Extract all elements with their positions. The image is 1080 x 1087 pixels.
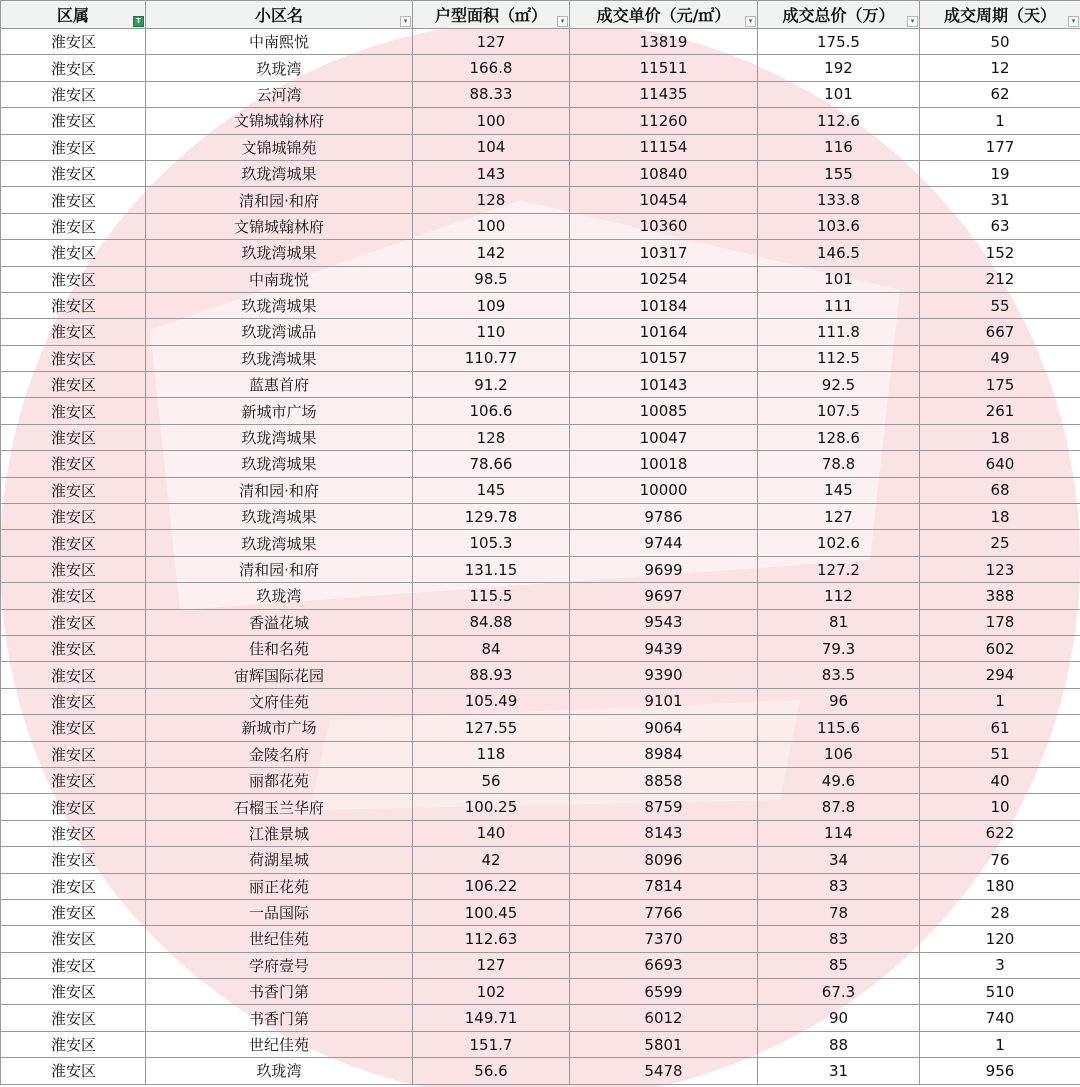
cell-community[interactable]: 玖珑湾城果 [146, 451, 413, 477]
table-row [1, 29, 1080, 55]
cell-community[interactable]: 荷湖星城 [146, 847, 413, 873]
cell-district[interactable]: 淮安区 [1, 160, 146, 186]
cell-total-price[interactable]: 116 [758, 134, 920, 160]
table-row [1, 609, 1080, 635]
cell-district[interactable]: 淮安区 [1, 767, 146, 793]
cell-total-price[interactable]: 49.6 [758, 767, 920, 793]
cell-area[interactable]: 118 [413, 741, 570, 767]
cell-area[interactable]: 84 [413, 635, 570, 661]
cell-community[interactable]: 文锦城翰林府 [146, 108, 413, 134]
cell-district[interactable]: 淮安区 [1, 424, 146, 450]
cell-community[interactable]: 清和园·和府 [146, 477, 413, 503]
cell-unit-price[interactable]: 9697 [570, 583, 758, 609]
cell-district[interactable]: 淮安区 [1, 134, 146, 160]
cell-total-price[interactable]: 67.3 [758, 979, 920, 1005]
cell-community[interactable]: 玖珑湾城果 [146, 530, 413, 556]
cell-district[interactable]: 淮安区 [1, 213, 146, 239]
column-header-cycle[interactable] [920, 1, 1080, 29]
cell-cycle[interactable]: 63 [920, 213, 1080, 239]
cell-unit-price[interactable]: 10254 [570, 266, 758, 292]
cell-area[interactable]: 91.2 [413, 372, 570, 398]
cell-community[interactable]: 书香门第 [146, 979, 413, 1005]
cell-cycle[interactable]: 3 [920, 952, 1080, 978]
cell-area[interactable]: 110.77 [413, 345, 570, 371]
cell-cycle[interactable]: 50 [920, 29, 1080, 55]
cell-area[interactable]: 109 [413, 292, 570, 318]
cell-total-price[interactable]: 102.6 [758, 530, 920, 556]
cell-community[interactable]: 玖珑湾城果 [146, 504, 413, 530]
cell-district[interactable]: 淮安区 [1, 451, 146, 477]
cell-community[interactable]: 文府佳苑 [146, 688, 413, 714]
table-row [1, 187, 1080, 213]
cell-unit-price[interactable]: 5801 [570, 1031, 758, 1057]
cell-cycle[interactable]: 62 [920, 81, 1080, 107]
cell-cycle[interactable]: 49 [920, 345, 1080, 371]
cell-unit-price[interactable]: 10157 [570, 345, 758, 371]
column-header-label: 成交周期（天） [943, 6, 1056, 25]
cell-area[interactable]: 127.55 [413, 715, 570, 741]
cell-area[interactable]: 42 [413, 847, 570, 873]
cell-area[interactable]: 142 [413, 240, 570, 266]
cell-community[interactable]: 中南珑悦 [146, 266, 413, 292]
cell-district[interactable]: 淮安区 [1, 108, 146, 134]
cell-district[interactable]: 淮安区 [1, 240, 146, 266]
cell-community[interactable]: 新城市广场 [146, 715, 413, 741]
cell-district[interactable]: 淮安区 [1, 820, 146, 846]
cell-cycle[interactable]: 76 [920, 847, 1080, 873]
column-header-label: 小区名 [254, 6, 303, 25]
table-row [1, 688, 1080, 714]
cell-district[interactable]: 淮安区 [1, 266, 146, 292]
cell-community[interactable]: 宙辉国际花园 [146, 662, 413, 688]
table-row [1, 873, 1080, 899]
cell-area[interactable]: 100 [413, 108, 570, 134]
table-row [1, 952, 1080, 978]
table-row [1, 134, 1080, 160]
cell-total-price[interactable]: 111.8 [758, 319, 920, 345]
cell-unit-price[interactable]: 7814 [570, 873, 758, 899]
table-row [1, 530, 1080, 556]
table-row [1, 820, 1080, 846]
cell-cycle[interactable]: 602 [920, 635, 1080, 661]
cell-community[interactable]: 书香门第 [146, 1005, 413, 1031]
table-row [1, 108, 1080, 134]
cell-total-price[interactable]: 83 [758, 926, 920, 952]
cell-total-price[interactable]: 83 [758, 873, 920, 899]
cell-district[interactable]: 淮安区 [1, 794, 146, 820]
cell-community[interactable]: 清和园·和府 [146, 556, 413, 582]
cell-community[interactable]: 世纪佳苑 [146, 926, 413, 952]
cell-community[interactable]: 丽正花苑 [146, 873, 413, 899]
cell-unit-price[interactable]: 10317 [570, 240, 758, 266]
cell-cycle[interactable]: 152 [920, 240, 1080, 266]
table-row [1, 767, 1080, 793]
table-row [1, 372, 1080, 398]
cell-district[interactable]: 淮安区 [1, 873, 146, 899]
cell-district[interactable]: 淮安区 [1, 847, 146, 873]
cell-cycle[interactable]: 180 [920, 873, 1080, 899]
cell-total-price[interactable]: 192 [758, 55, 920, 81]
cell-total-price[interactable]: 128.6 [758, 424, 920, 450]
column-header-label: 成交总价（万） [782, 6, 895, 25]
cell-cycle[interactable]: 120 [920, 926, 1080, 952]
cell-cycle[interactable]: 1 [920, 688, 1080, 714]
table-row [1, 266, 1080, 292]
cell-total-price[interactable]: 112.6 [758, 108, 920, 134]
cell-total-price[interactable]: 96 [758, 688, 920, 714]
cell-cycle[interactable]: 12 [920, 55, 1080, 81]
cell-district[interactable]: 淮安区 [1, 372, 146, 398]
cell-district[interactable]: 淮安区 [1, 662, 146, 688]
cell-total-price[interactable]: 31 [758, 1058, 920, 1084]
cell-total-price[interactable]: 175.5 [758, 29, 920, 55]
table-row [1, 240, 1080, 266]
cell-total-price[interactable]: 103.6 [758, 213, 920, 239]
table-row [1, 213, 1080, 239]
cell-total-price[interactable]: 146.5 [758, 240, 920, 266]
cell-unit-price[interactable]: 10164 [570, 319, 758, 345]
cell-cycle[interactable]: 1 [920, 108, 1080, 134]
cell-cycle[interactable]: 28 [920, 899, 1080, 925]
cell-cycle[interactable]: 956 [920, 1058, 1080, 1084]
table-row [1, 926, 1080, 952]
cell-area[interactable]: 105.3 [413, 530, 570, 556]
cell-unit-price[interactable]: 6012 [570, 1005, 758, 1031]
cell-community[interactable]: 文锦城锦苑 [146, 134, 413, 160]
cell-cycle[interactable]: 55 [920, 292, 1080, 318]
table-row [1, 899, 1080, 925]
cell-district[interactable]: 淮安区 [1, 609, 146, 635]
cell-cycle[interactable]: 18 [920, 504, 1080, 530]
table-row [1, 1058, 1080, 1084]
table-row [1, 583, 1080, 609]
cell-unit-price[interactable]: 8984 [570, 741, 758, 767]
cell-total-price[interactable]: 79.3 [758, 635, 920, 661]
cell-cycle[interactable]: 68 [920, 477, 1080, 503]
table-row [1, 424, 1080, 450]
cell-area[interactable]: 129.78 [413, 504, 570, 530]
cell-area[interactable]: 128 [413, 424, 570, 450]
cell-area[interactable]: 131.15 [413, 556, 570, 582]
cell-community[interactable]: 玖珑湾 [146, 1058, 413, 1084]
cell-district[interactable]: 淮安区 [1, 29, 146, 55]
cell-total-price[interactable]: 127.2 [758, 556, 920, 582]
cell-area[interactable]: 56.6 [413, 1058, 570, 1084]
cell-area[interactable]: 128 [413, 187, 570, 213]
cell-area[interactable]: 84.88 [413, 609, 570, 635]
cell-total-price[interactable]: 111 [758, 292, 920, 318]
cell-district[interactable]: 淮安区 [1, 530, 146, 556]
cell-total-price[interactable]: 92.5 [758, 372, 920, 398]
cell-area[interactable]: 88.93 [413, 662, 570, 688]
cell-area[interactable]: 105.49 [413, 688, 570, 714]
cell-cycle[interactable]: 667 [920, 319, 1080, 345]
table-row [1, 794, 1080, 820]
cell-community[interactable]: 玖珑湾城果 [146, 345, 413, 371]
cell-unit-price[interactable]: 10184 [570, 292, 758, 318]
column-header-label: 区属 [56, 6, 89, 25]
column-header-unit-price[interactable] [570, 1, 758, 29]
table-row [1, 635, 1080, 661]
cell-total-price[interactable]: 81 [758, 609, 920, 635]
cell-cycle[interactable]: 61 [920, 715, 1080, 741]
cell-cycle[interactable]: 178 [920, 609, 1080, 635]
cell-total-price[interactable]: 85 [758, 952, 920, 978]
table-row [1, 741, 1080, 767]
cell-cycle[interactable]: 622 [920, 820, 1080, 846]
cell-total-price[interactable]: 78 [758, 899, 920, 925]
table-row [1, 477, 1080, 503]
cell-total-price[interactable]: 83.5 [758, 662, 920, 688]
cell-unit-price[interactable]: 10840 [570, 160, 758, 186]
cell-area[interactable]: 78.66 [413, 451, 570, 477]
dropdown-arrow-icon[interactable]: ▾ [557, 16, 568, 27]
table-row [1, 160, 1080, 186]
cell-cycle[interactable]: 25 [920, 530, 1080, 556]
table-row [1, 451, 1080, 477]
cell-community[interactable]: 金陵名府 [146, 741, 413, 767]
cell-cycle[interactable]: 19 [920, 160, 1080, 186]
table-row [1, 345, 1080, 371]
cell-cycle[interactable]: 10 [920, 794, 1080, 820]
cell-cycle[interactable]: 261 [920, 398, 1080, 424]
cell-area[interactable]: 143 [413, 160, 570, 186]
cell-district[interactable]: 淮安区 [1, 583, 146, 609]
cell-total-price[interactable]: 87.8 [758, 794, 920, 820]
cell-unit-price[interactable]: 6599 [570, 979, 758, 1005]
cell-unit-price[interactable]: 11154 [570, 134, 758, 160]
cell-area[interactable]: 110 [413, 319, 570, 345]
cell-area[interactable]: 127 [413, 952, 570, 978]
column-header-total-price[interactable] [758, 1, 920, 29]
cell-district[interactable]: 淮安区 [1, 504, 146, 530]
table-row [1, 979, 1080, 1005]
cell-cycle[interactable]: 212 [920, 266, 1080, 292]
cell-area[interactable]: 100 [413, 213, 570, 239]
cell-unit-price[interactable]: 9390 [570, 662, 758, 688]
table-row [1, 1005, 1080, 1031]
cell-total-price[interactable]: 145 [758, 477, 920, 503]
cell-total-price[interactable]: 90 [758, 1005, 920, 1031]
cell-cycle[interactable]: 18 [920, 424, 1080, 450]
cell-community[interactable]: 玖珑湾诚品 [146, 319, 413, 345]
cell-community[interactable]: 新城市广场 [146, 398, 413, 424]
filter-active-icon[interactable]: T [133, 16, 144, 27]
cell-area[interactable]: 100.45 [413, 899, 570, 925]
cell-unit-price[interactable]: 10360 [570, 213, 758, 239]
cell-total-price[interactable]: 88 [758, 1031, 920, 1057]
cell-district[interactable]: 淮安区 [1, 55, 146, 81]
cell-community[interactable]: 玖珑湾 [146, 55, 413, 81]
table-row [1, 1031, 1080, 1057]
cell-area[interactable]: 145 [413, 477, 570, 503]
cell-area[interactable]: 112.63 [413, 926, 570, 952]
cell-community[interactable]: 学府壹号 [146, 952, 413, 978]
cell-community[interactable]: 中南熙悦 [146, 29, 413, 55]
cell-community[interactable]: 清和园·和府 [146, 187, 413, 213]
cell-total-price[interactable]: 133.8 [758, 187, 920, 213]
table-row [1, 715, 1080, 741]
cell-unit-price[interactable]: 7766 [570, 899, 758, 925]
cell-unit-price[interactable]: 10454 [570, 187, 758, 213]
table-row [1, 55, 1080, 81]
cell-community[interactable]: 佳和名苑 [146, 635, 413, 661]
cell-district[interactable]: 淮安区 [1, 187, 146, 213]
cell-unit-price[interactable]: 11511 [570, 55, 758, 81]
cell-unit-price[interactable]: 10085 [570, 398, 758, 424]
cell-community[interactable]: 玖珑湾城果 [146, 160, 413, 186]
cell-cycle[interactable]: 175 [920, 372, 1080, 398]
cell-cycle[interactable]: 40 [920, 767, 1080, 793]
cell-unit-price[interactable]: 8759 [570, 794, 758, 820]
cell-unit-price[interactable]: 9786 [570, 504, 758, 530]
cell-district[interactable]: 淮安区 [1, 979, 146, 1005]
cell-community[interactable]: 玖珑湾城果 [146, 240, 413, 266]
cell-district[interactable]: 淮安区 [1, 715, 146, 741]
table-row [1, 662, 1080, 688]
cell-area[interactable]: 106.22 [413, 873, 570, 899]
cell-unit-price[interactable]: 6693 [570, 952, 758, 978]
cell-area[interactable]: 127 [413, 29, 570, 55]
cell-unit-price[interactable]: 13819 [570, 29, 758, 55]
dropdown-arrow-icon[interactable]: ▾ [400, 16, 411, 27]
cell-community[interactable]: 云河湾 [146, 81, 413, 107]
cell-cycle[interactable]: 1 [920, 1031, 1080, 1057]
cell-cycle[interactable]: 640 [920, 451, 1080, 477]
cell-total-price[interactable]: 101 [758, 266, 920, 292]
cell-unit-price[interactable]: 8143 [570, 820, 758, 846]
cell-cycle[interactable]: 51 [920, 741, 1080, 767]
cell-district[interactable]: 淮安区 [1, 635, 146, 661]
cell-district[interactable]: 淮安区 [1, 952, 146, 978]
cell-unit-price[interactable]: 10000 [570, 477, 758, 503]
table-row [1, 319, 1080, 345]
cell-area[interactable]: 104 [413, 134, 570, 160]
cell-total-price[interactable]: 106 [758, 741, 920, 767]
cell-district[interactable]: 淮安区 [1, 1031, 146, 1057]
table-row [1, 292, 1080, 318]
cell-district[interactable]: 淮安区 [1, 556, 146, 582]
cell-area[interactable]: 166.8 [413, 55, 570, 81]
cell-community[interactable]: 丽都花苑 [146, 767, 413, 793]
cell-unit-price[interactable]: 10018 [570, 451, 758, 477]
cell-total-price[interactable]: 127 [758, 504, 920, 530]
cell-unit-price[interactable]: 8096 [570, 847, 758, 873]
cell-community[interactable]: 香溢花城 [146, 609, 413, 635]
cell-district[interactable]: 淮安区 [1, 899, 146, 925]
column-header-area[interactable] [413, 1, 570, 29]
cell-cycle[interactable]: 388 [920, 583, 1080, 609]
cell-district[interactable]: 淮安区 [1, 319, 146, 345]
cell-area[interactable]: 102 [413, 979, 570, 1005]
table-row [1, 504, 1080, 530]
cell-area[interactable]: 100.25 [413, 794, 570, 820]
cell-area[interactable]: 106.6 [413, 398, 570, 424]
dropdown-arrow-icon[interactable]: ▾ [1068, 16, 1079, 27]
cell-cycle[interactable]: 177 [920, 134, 1080, 160]
cell-district[interactable]: 淮安区 [1, 688, 146, 714]
cell-area[interactable]: 56 [413, 767, 570, 793]
cell-community[interactable]: 江淮景城 [146, 820, 413, 846]
cell-unit-price[interactable]: 9101 [570, 688, 758, 714]
header-row [1, 1, 1080, 29]
cell-district[interactable]: 淮安区 [1, 345, 146, 371]
column-header-district[interactable] [1, 1, 146, 29]
cell-cycle[interactable]: 510 [920, 979, 1080, 1005]
cell-area[interactable]: 149.71 [413, 1005, 570, 1031]
cell-cycle[interactable]: 123 [920, 556, 1080, 582]
column-header-label: 成交单价（元/㎡） [596, 6, 731, 25]
column-header-community[interactable] [146, 1, 413, 29]
cell-unit-price[interactable]: 10047 [570, 424, 758, 450]
cell-community[interactable]: 石榴玉兰华府 [146, 794, 413, 820]
cell-total-price[interactable]: 112.5 [758, 345, 920, 371]
cell-community[interactable]: 文锦城翰林府 [146, 213, 413, 239]
cell-community[interactable]: 玖珑湾城果 [146, 292, 413, 318]
cell-unit-price[interactable]: 11435 [570, 81, 758, 107]
cell-district[interactable]: 淮安区 [1, 741, 146, 767]
cell-area[interactable]: 151.7 [413, 1031, 570, 1057]
cell-district[interactable]: 淮安区 [1, 398, 146, 424]
cell-unit-price[interactable]: 5478 [570, 1058, 758, 1084]
cell-total-price[interactable]: 78.8 [758, 451, 920, 477]
cell-total-price[interactable]: 114 [758, 820, 920, 846]
cell-total-price[interactable]: 107.5 [758, 398, 920, 424]
cell-area[interactable]: 88.33 [413, 81, 570, 107]
cell-area[interactable]: 115.5 [413, 583, 570, 609]
cell-area[interactable]: 98.5 [413, 266, 570, 292]
cell-community[interactable]: 蓝惠首府 [146, 372, 413, 398]
cell-total-price[interactable]: 115.6 [758, 715, 920, 741]
cell-district[interactable]: 淮安区 [1, 926, 146, 952]
cell-community[interactable]: 世纪佳苑 [146, 1031, 413, 1057]
cell-unit-price[interactable]: 7370 [570, 926, 758, 952]
table-row [1, 398, 1080, 424]
cell-community[interactable]: 玖珑湾城果 [146, 424, 413, 450]
table-row [1, 556, 1080, 582]
dropdown-arrow-icon[interactable]: ▾ [907, 16, 918, 27]
cell-cycle[interactable]: 31 [920, 187, 1080, 213]
cell-district[interactable]: 淮安区 [1, 1058, 146, 1084]
cell-district[interactable]: 淮安区 [1, 477, 146, 503]
cell-total-price[interactable]: 112 [758, 583, 920, 609]
cell-unit-price[interactable]: 11260 [570, 108, 758, 134]
cell-unit-price[interactable]: 9439 [570, 635, 758, 661]
cell-area[interactable]: 140 [413, 820, 570, 846]
cell-cycle[interactable]: 294 [920, 662, 1080, 688]
cell-unit-price[interactable]: 9064 [570, 715, 758, 741]
table-row [1, 847, 1080, 873]
cell-community[interactable]: 一品国际 [146, 899, 413, 925]
cell-community[interactable]: 玖珑湾 [146, 583, 413, 609]
table-row [1, 81, 1080, 107]
cell-district[interactable]: 淮安区 [1, 292, 146, 318]
cell-total-price[interactable]: 155 [758, 160, 920, 186]
cell-district[interactable]: 淮安区 [1, 81, 146, 107]
cell-unit-price[interactable]: 9543 [570, 609, 758, 635]
cell-unit-price[interactable]: 10143 [570, 372, 758, 398]
cell-district[interactable]: 淮安区 [1, 1005, 146, 1031]
cell-unit-price[interactable]: 9699 [570, 556, 758, 582]
cell-cycle[interactable]: 740 [920, 1005, 1080, 1031]
cell-total-price[interactable]: 34 [758, 847, 920, 873]
dropdown-arrow-icon[interactable]: ▾ [745, 16, 756, 27]
column-header-label: 户型面积（㎡） [434, 6, 547, 25]
cell-total-price[interactable]: 101 [758, 81, 920, 107]
cell-unit-price[interactable]: 9744 [570, 530, 758, 556]
cell-unit-price[interactable]: 8858 [570, 767, 758, 793]
